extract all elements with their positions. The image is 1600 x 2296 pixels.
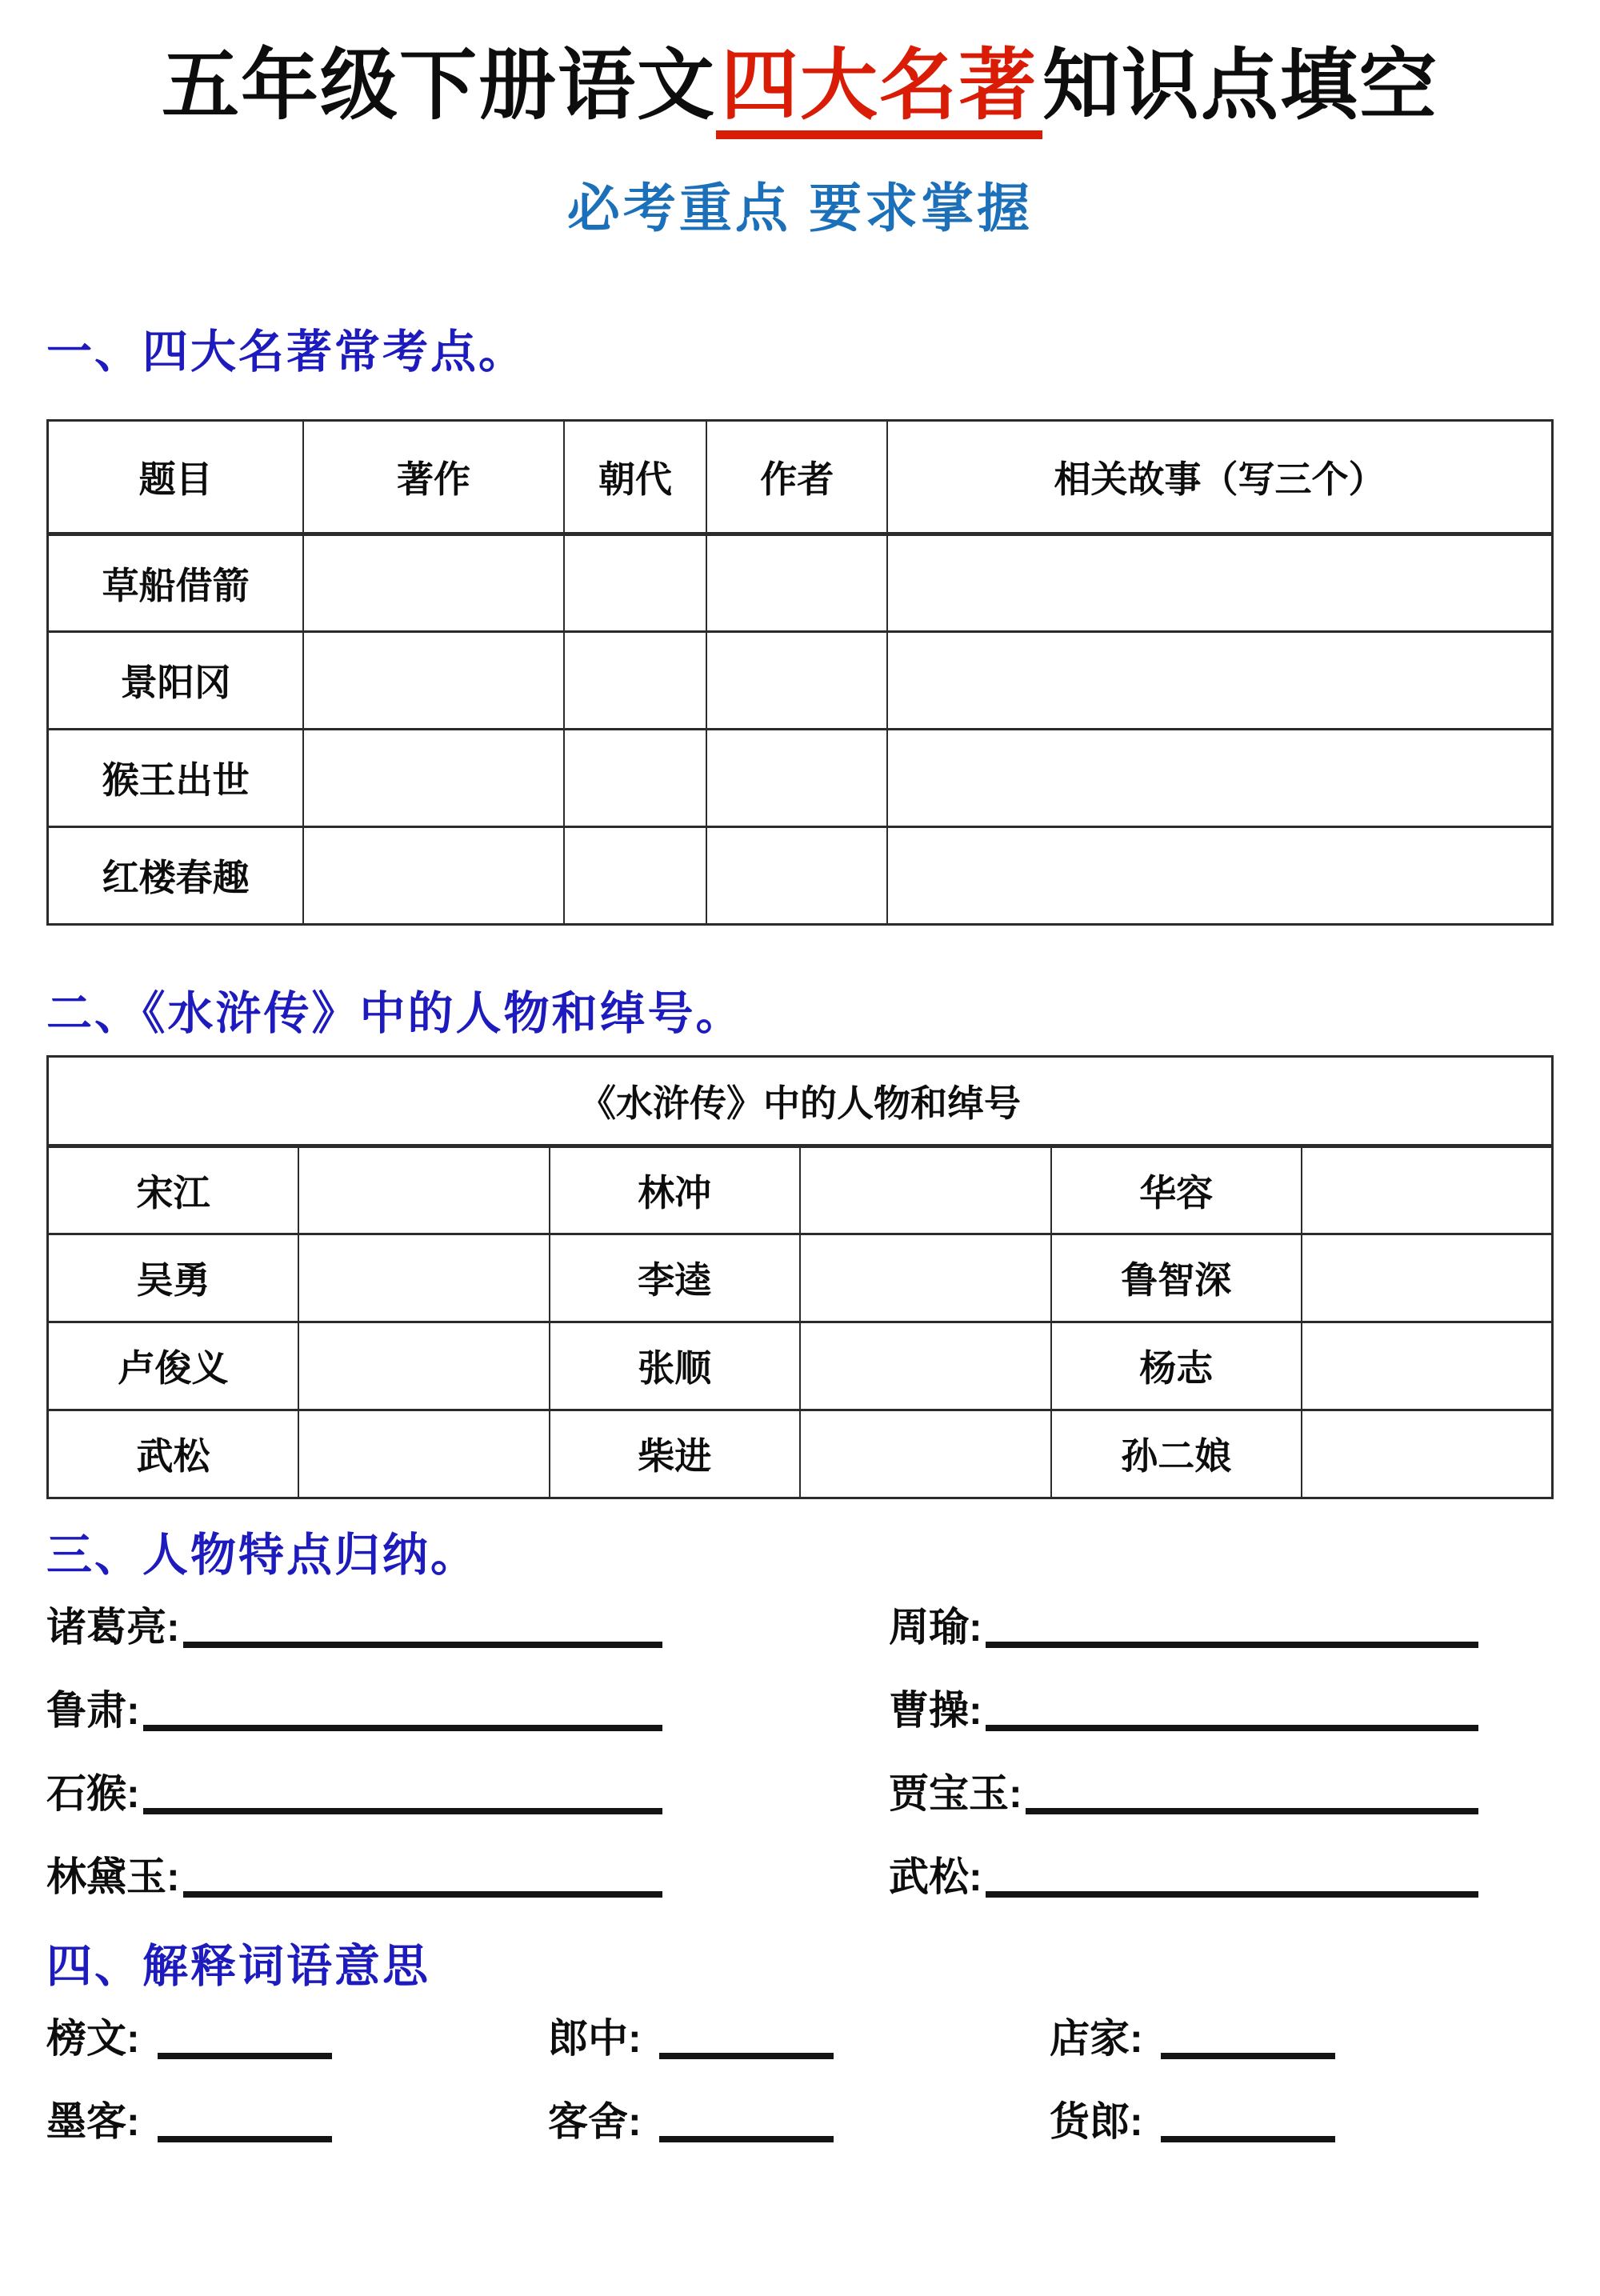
- blank-answer-cell: [706, 534, 887, 631]
- section2-heading: 二、《水浒传》中的人物和绰号。: [46, 987, 744, 1039]
- water-margin-nicknames-table: [46, 1055, 1554, 1499]
- page-subtitle: 必考重点 要求掌握: [566, 178, 1034, 238]
- blank-line: [183, 1641, 662, 1648]
- blank-answer-cell: [706, 826, 887, 924]
- blank-line: [158, 2052, 332, 2059]
- character-name-cell: 林冲: [550, 1146, 801, 1234]
- topic-cell: 草船借箭: [48, 534, 304, 631]
- table-row: [48, 631, 1553, 729]
- fill-cell: [548, 2090, 1050, 2147]
- table-row: [48, 826, 1553, 924]
- blank-nickname-cell: [298, 1410, 550, 1498]
- character-label: 林黛玉:: [46, 1854, 180, 1899]
- blank-answer-cell: [887, 729, 1552, 826]
- blank-answer-cell: [564, 729, 707, 826]
- fill-in-item: [46, 1845, 662, 1902]
- topic-cell: 红楼春趣: [48, 826, 304, 924]
- title-prefix: 五年级下册语文: [162, 42, 716, 129]
- fill-in-item: [46, 1678, 662, 1736]
- blank-line: [143, 1807, 662, 1814]
- blank-nickname-cell: [1302, 1410, 1553, 1498]
- blank-line: [659, 2135, 834, 2142]
- merged-header-cell: 《水浒传》中的人物和绰号: [48, 1056, 1553, 1146]
- blank-nickname-cell: [298, 1146, 550, 1234]
- character-name-cell: 李逵: [550, 1234, 801, 1322]
- page-title: [46, 34, 1554, 138]
- character-label: 曹操:: [889, 1687, 982, 1733]
- topic-cell: 景阳冈: [48, 631, 304, 729]
- blank-line: [659, 2052, 834, 2059]
- fill-row: [46, 1846, 1554, 1902]
- blank-answer-cell: [564, 631, 707, 729]
- column-header-cell: 题目: [48, 420, 304, 534]
- blank-answer-cell: [887, 534, 1552, 631]
- section3-heading: 三、人物特点归纳。: [46, 1529, 478, 1581]
- table-row: [48, 1322, 1553, 1410]
- fill-row: [46, 2010, 1554, 2064]
- blank-line: [986, 1641, 1478, 1648]
- character-label: 店家:: [1050, 2015, 1143, 2061]
- section4-heading: 四、解释词语意思: [46, 1940, 430, 1992]
- fill-cell: [548, 2006, 1050, 2064]
- fill-cell: [46, 2006, 548, 2064]
- character-name-cell: 吴勇: [48, 1234, 299, 1322]
- blank-nickname-cell: [298, 1322, 550, 1410]
- blank-answer-cell: [303, 631, 563, 729]
- blank-answer-cell: [564, 534, 707, 631]
- character-label: 贾宝玉:: [889, 1770, 1022, 1816]
- character-label: 石猴:: [46, 1770, 140, 1816]
- character-name-cell: 华容: [1051, 1146, 1302, 1234]
- blank-nickname-cell: [1302, 1146, 1553, 1234]
- fill-row: [46, 1680, 1554, 1736]
- topic-cell: 猴王出世: [48, 729, 304, 826]
- character-name-cell: 宋江: [48, 1146, 299, 1234]
- column-header-cell: 朝代: [564, 420, 707, 534]
- merged-header-row: [48, 1056, 1553, 1146]
- character-name-cell: 杨志: [1051, 1322, 1302, 1410]
- character-name-cell: 孙二娘: [1051, 1410, 1302, 1498]
- character-name-cell: 柴进: [550, 1410, 801, 1498]
- column-header-cell: 作者: [706, 420, 887, 534]
- blank-nickname-cell: [298, 1234, 550, 1322]
- fill-in-item: [1050, 2090, 1551, 2147]
- blank-line: [1026, 1807, 1478, 1814]
- blank-nickname-cell: [1302, 1234, 1553, 1322]
- character-label: 货郎:: [1050, 2098, 1143, 2144]
- character-name-cell: 卢俊义: [48, 1322, 299, 1410]
- blank-line: [183, 1890, 662, 1898]
- blank-line: [1161, 2135, 1335, 2142]
- fill-cell: [1050, 2006, 1551, 2064]
- fill-in-item: [46, 1762, 662, 1819]
- title-highlight-red-underlined: 四大名著: [716, 42, 1042, 139]
- word-definitions-fill-list: [46, 2010, 1554, 2147]
- character-traits-fill-list: [46, 1597, 1554, 1902]
- table-header-row: [48, 420, 1553, 534]
- column-header-cell: 著作: [303, 420, 563, 534]
- fill-row: [46, 1597, 1554, 1653]
- fill-in-item: [46, 1595, 662, 1653]
- blank-answer-cell: [303, 729, 563, 826]
- character-name-cell: 武松: [48, 1410, 299, 1498]
- character-name-cell: 鲁智深: [1051, 1234, 1302, 1322]
- blank-line: [158, 2135, 332, 2142]
- table-row: [48, 1410, 1553, 1498]
- blank-nickname-cell: [800, 1322, 1051, 1410]
- blank-nickname-cell: [800, 1234, 1051, 1322]
- blank-nickname-cell: [800, 1410, 1051, 1498]
- fill-in-item: [548, 2090, 1050, 2147]
- classics-exam-points-table: [46, 419, 1554, 926]
- blank-nickname-cell: [800, 1146, 1051, 1234]
- blank-nickname-cell: [1302, 1322, 1553, 1410]
- fill-in-item: [46, 2006, 548, 2064]
- character-label: 武松:: [889, 1854, 982, 1899]
- blank-answer-cell: [887, 631, 1552, 729]
- blank-answer-cell: [303, 826, 563, 924]
- blank-line: [986, 1724, 1478, 1731]
- column-header-cell: 相关故事（写三个）: [887, 420, 1552, 534]
- section1-heading: 一、四大名著常考点。: [46, 326, 526, 378]
- character-label: 周瑜:: [889, 1604, 982, 1650]
- character-label: 鲁肃:: [46, 1687, 140, 1733]
- character-name-cell: 张顺: [550, 1322, 801, 1410]
- table-row: [48, 534, 1553, 631]
- title-suffix: 知识点填空: [1042, 42, 1438, 129]
- fill-in-item: [889, 1595, 1478, 1653]
- fill-cell: [1050, 2090, 1551, 2147]
- blank-answer-cell: [303, 534, 563, 631]
- character-label: 诸葛亮:: [46, 1604, 180, 1650]
- character-label: 客舍:: [548, 2098, 642, 2144]
- blank-answer-cell: [564, 826, 707, 924]
- fill-in-item: [46, 2090, 548, 2147]
- table-row: [48, 1146, 1553, 1234]
- blank-answer-cell: [706, 729, 887, 826]
- table-row: [48, 729, 1553, 826]
- blank-line: [143, 1724, 662, 1731]
- fill-row: [46, 2093, 1554, 2147]
- fill-in-item: [889, 1762, 1478, 1819]
- table-row: [48, 1234, 1553, 1322]
- character-label: 榜文:: [46, 2015, 140, 2061]
- fill-in-item: [548, 2006, 1050, 2064]
- fill-in-item: [889, 1678, 1478, 1736]
- character-label: 墨客:: [46, 2098, 140, 2144]
- blank-line: [1161, 2052, 1335, 2059]
- fill-cell: [46, 2090, 548, 2147]
- character-label: 郎中:: [548, 2015, 642, 2061]
- fill-in-item: [1050, 2006, 1551, 2064]
- blank-answer-cell: [887, 826, 1552, 924]
- fill-in-item: [889, 1845, 1478, 1902]
- fill-row: [46, 1763, 1554, 1819]
- blank-line: [986, 1890, 1478, 1898]
- blank-answer-cell: [706, 631, 887, 729]
